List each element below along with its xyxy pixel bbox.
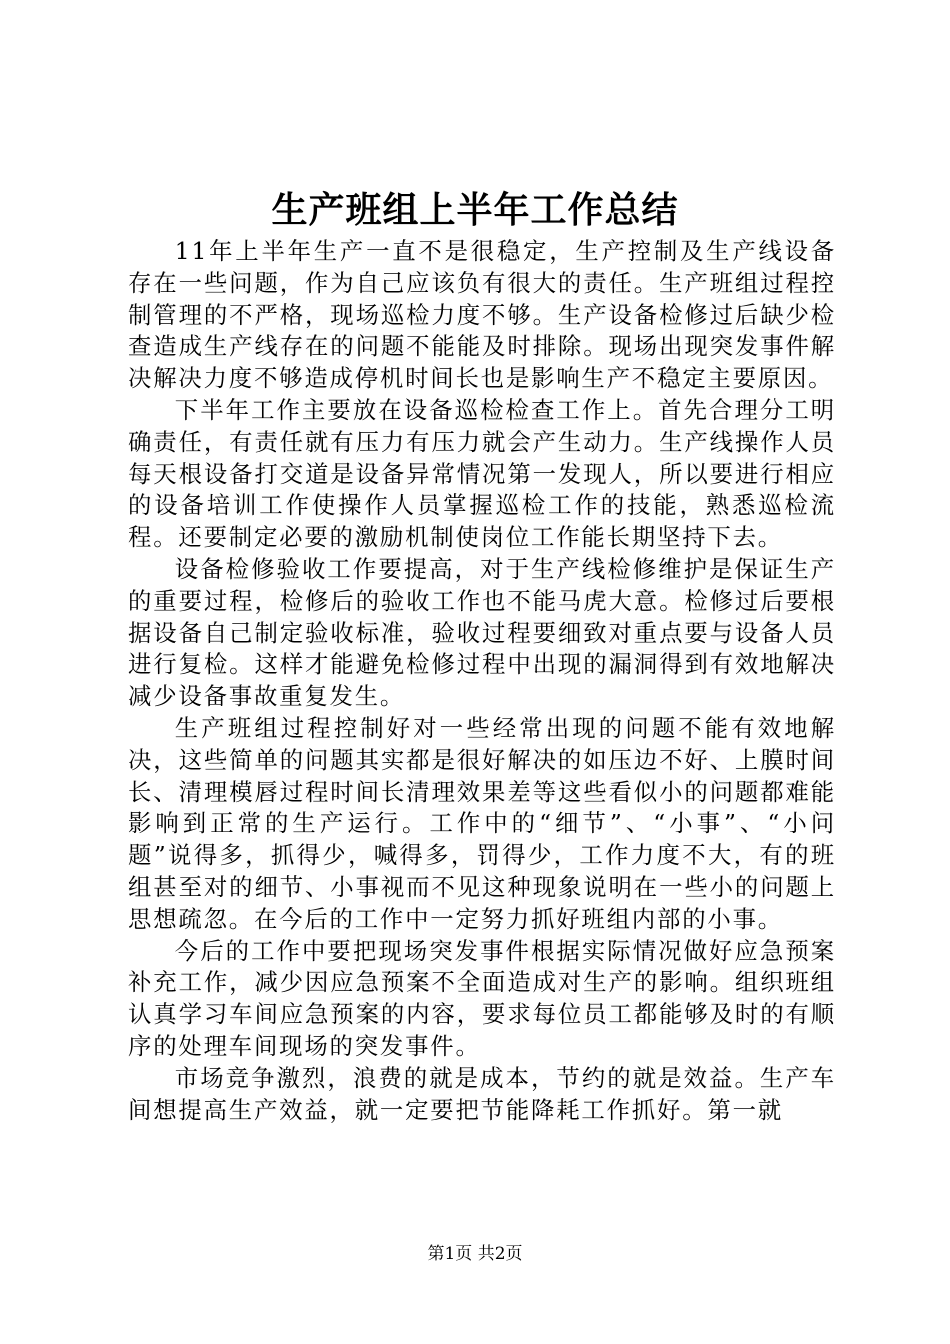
- paragraph-4: 生产班组过程控制好对一些经常出现的问题不能有效地解决，这些简单的问题其实都是很好解决的如压边不好、上膜时间长、清理模唇过程时间长清理效果差等这些看似小的问题都难能影响到正常的生产运行。工作中的“细节”、“小事”、“小问题”说得多，抓得少，喊得多，罚得少，工作力度不大，有的班组甚至对的细节、小事视而不见这种现象说明在一些小的问题上思想疏忽。在今后的工作中一定努力抓好班组内部的小事。: [128, 713, 836, 933]
- document-body: [128, 236, 836, 1126]
- document-title: 生产班组上半年工作总结: [271, 189, 679, 231]
- page-footer: 第1页 共2页: [427, 1244, 523, 1264]
- paragraph-3: 设备检修验收工作要提高，对于生产线检修维护是保证生产的重要过程，检修后的验收工作也不能马虎大意。检修过后要根据设备自己制定验收标准，验收过程要细致对重点要与设备人员进行复检。这样才能避免检修过程中出现的漏洞得到有效地解决减少设备事故重复发生。: [128, 554, 836, 711]
- paragraph-5: 今后的工作中要把现场突发事件根据实际情况做好应急预案补充工作，减少因应急预案不全面造成对生产的影响。组织班组认真学习车间应急预案的内容，要求每位员工都能够及时的有顺序的处理车间现场的突发事件。: [128, 936, 836, 1060]
- paragraph-6: 市场竞争激烈，浪费的就是成本，节约的就是效益。生产车间想提高生产效益，就一定要把节能降耗工作抓好。第一就: [128, 1063, 836, 1124]
- paragraph-2: 下半年工作主要放在设备巡检检查工作上。首先合理分工明确责任，有责任就有压力有压力就会产生动力。生产线操作人员每天根设备打交道是设备异常情况第一发现人，所以要进行相应的设备培训工作使操作人员掌握巡检工作的技能，熟悉巡检流程。还要制定必要的激励机制使岗位工作能长期坚持下去。: [128, 395, 836, 552]
- paragraph-1: 11年上半年生产一直不是很稳定，生产控制及生产线设备存在一些问题，作为自己应该负有很大的责任。生产班组过程控制管理的不严格，现场巡检力度不够。生产设备检修过后缺少检查造成生产线存在的问题不能能及时排除。现场出现突发事件解决解决力度不够造成停机时间长也是影响生产不稳定主要原因。: [128, 237, 836, 393]
